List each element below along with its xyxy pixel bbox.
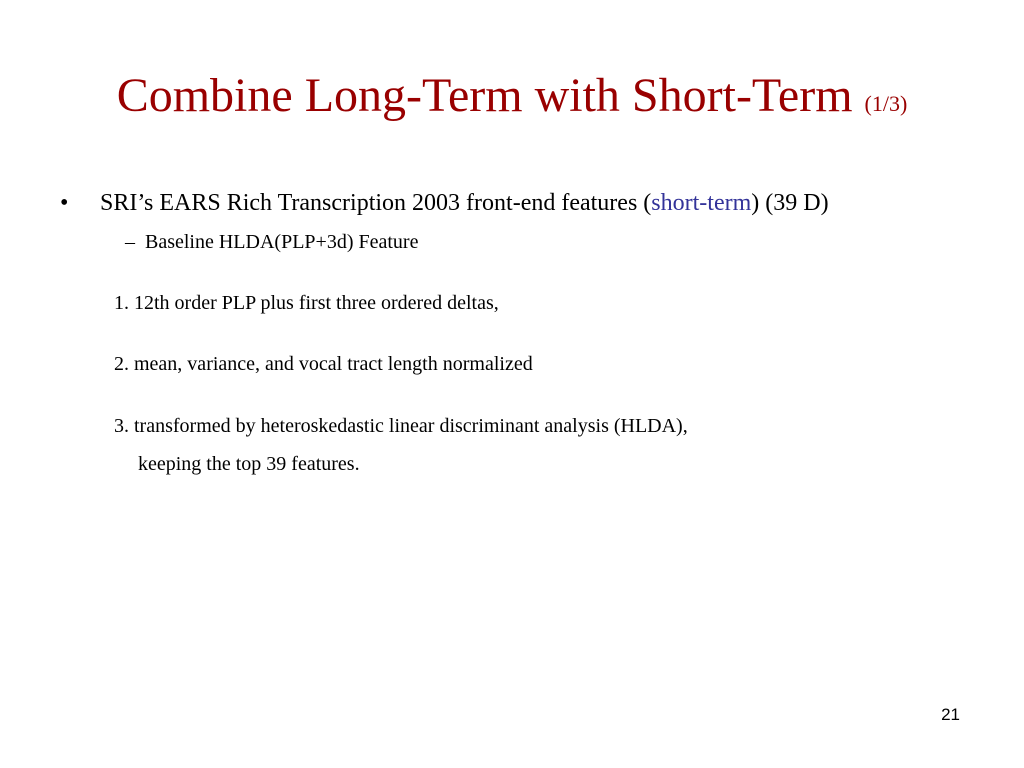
bullet-text-after: ) (39 D) xyxy=(751,190,829,216)
slide-title-text: Combine Long-Term with Short-Term xyxy=(116,69,853,122)
list-item-3: 3. transformed by heteroskedastic linear discriminant analysis (HLDA), xyxy=(114,415,688,437)
list-item-3-continuation: keeping the top 39 features. xyxy=(138,453,360,475)
bullet-text-before: SRI’s EARS Rich Transcription 2003 front-end features ( xyxy=(100,190,652,216)
bullet-text xyxy=(100,188,829,218)
short-term-highlight: short-term xyxy=(651,190,752,216)
sub-bullet-marker: – xyxy=(125,231,135,253)
list-item-2: 2. mean, variance, and vocal tract length normalized xyxy=(114,353,533,375)
slide-title-part-indicator: (1/3) xyxy=(864,91,908,116)
slide-title xyxy=(0,66,1024,134)
bullet-marker: • xyxy=(60,190,69,216)
list-item-1: 1. 12th order PLP plus first three ordered deltas, xyxy=(114,292,499,314)
page-number: 21 xyxy=(941,705,960,724)
sub-bullet-text: Baseline HLDA(PLP+3d) Feature xyxy=(145,231,419,253)
